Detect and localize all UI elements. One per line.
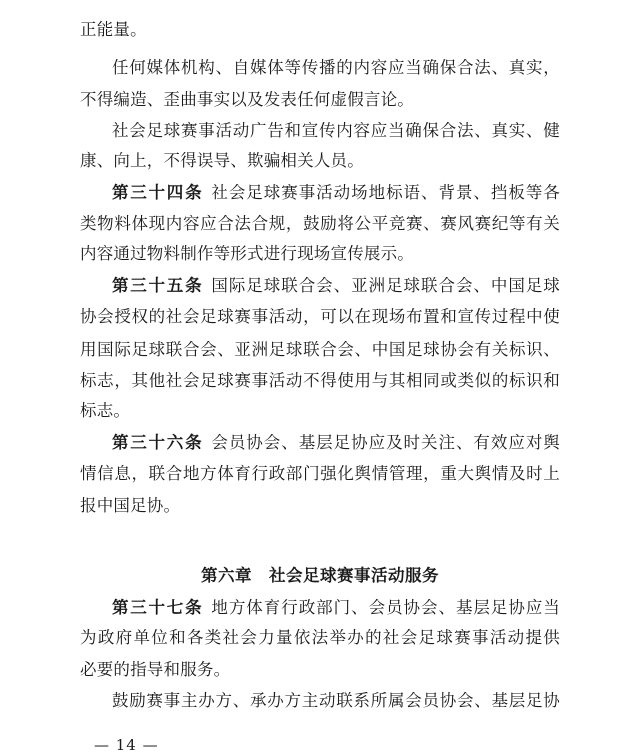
article-label: 第三十六条 (112, 433, 204, 452)
paragraph-line: 必要的指导和服务。 (80, 660, 231, 679)
paragraph-line: 标志。 (80, 401, 131, 420)
article-37-line (112, 598, 560, 618)
paragraph-line: 协会授权的社会足球赛事活动，可以在现场布置和宣传过程中使 (80, 307, 560, 326)
article-36-line (112, 433, 560, 453)
article-text: 国际足球联合会、亚洲足球联合会、中国足球 (211, 276, 561, 295)
paragraph-line: 用国际足球联合会、亚洲足球联合会、中国足球协会有关标识、 (80, 340, 560, 359)
paragraph-line: 类物料体现内容应合法合规，鼓励将公平竞赛、赛风赛纪等有关 (80, 214, 560, 233)
paragraph-line: 社会足球赛事活动广告和宣传内容应当确保合法、真实、健 (112, 121, 560, 140)
article-text: 地方体育行政部门、会员协会、基层足协应当 (211, 598, 561, 617)
chapter-heading: 第六章 社会足球赛事活动服务 (201, 566, 439, 585)
article-34-line (112, 183, 560, 203)
paragraph-line: 不得编造、歪曲事实以及发表任何虚假言论。 (80, 90, 414, 109)
paragraph-line: 鼓励赛事主办方、承办方主动联系所属会员协会、基层足协 (112, 691, 560, 710)
paragraph-line: 正能量。 (80, 20, 147, 39)
article-label: 第三十四条 (112, 183, 204, 202)
article-label: 第三十七条 (112, 598, 204, 617)
paragraph-line: 标志，其他社会足球赛事活动不得使用与其相同或类似的标识和 (80, 371, 560, 390)
paragraph-line: 任何媒体机构、自媒体等传播的内容应当确保合法、真实， (112, 58, 560, 77)
paragraph-line: 报中国足协。 (80, 496, 181, 515)
paragraph-line: 为政府单位和各类社会力量依法举办的社会足球赛事活动提供 (80, 628, 560, 647)
page-number: — 14 — (94, 736, 159, 754)
article-text: 社会足球赛事活动场地标语、背景、挡板等各 (211, 183, 561, 202)
paragraph-line: 康、向上，不得误导、欺骗相关人员。 (80, 151, 364, 170)
paragraph-line: 情信息，联合地方体育行政部门强化舆情管理，重大舆情及时上 (80, 464, 560, 483)
paragraph-line: 内容通过物料制作等形式进行现场宣传展示。 (80, 244, 414, 263)
article-label: 第三十五条 (112, 276, 204, 295)
article-text: 会员协会、基层足协应及时关注、有效应对舆 (211, 433, 561, 452)
article-35-line (112, 276, 560, 296)
